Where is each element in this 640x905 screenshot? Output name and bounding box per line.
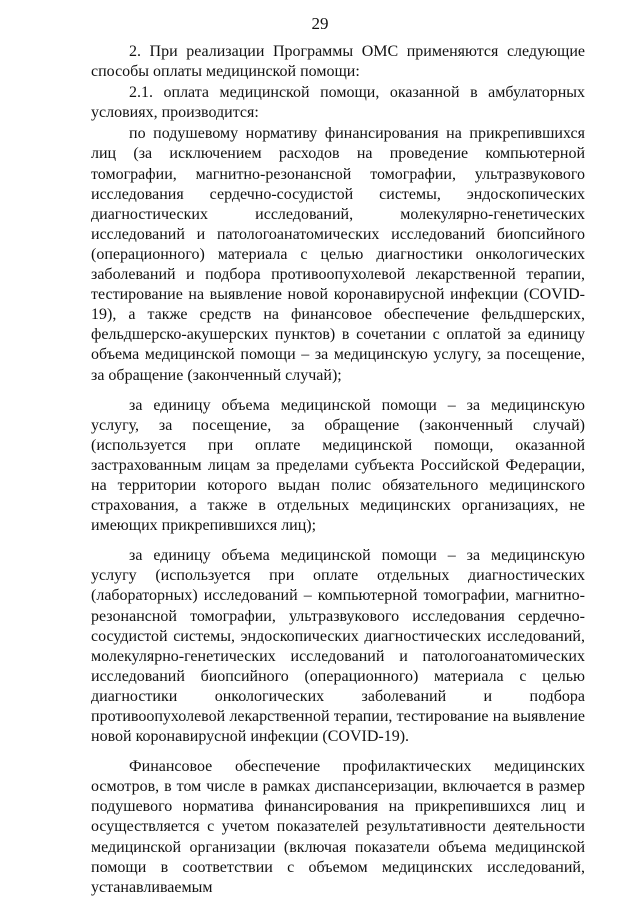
paragraph-unit-of-volume: за единицу объема медицинской помощи – за медицинскую услугу, за посещение, за обращение (законченный случай) (используется при оплате медицинской помощи, оказанной застрахованным лицам за пределами субъекта Российской Федерации, на территории которого выдан полис обязательного медицинского страхования, а также в отдельных медицинских организациях, не имеющих прикрепившихся лиц); (91, 396, 585, 535)
page-number: 29 (311, 14, 329, 33)
paragraph-per-capita-standard: по подушевому нормативу финансирования на прикрепившихся лиц (за исключением расходов на проведение компьютерной томографии, магнитно-резонансной томографии, ультразвукового исследования сердечно-сосудистой системы, эндоскопических диагностических исследований, молекулярно-генетических исследований и патологоанатомических исследований биопсийного (операционного) материала с целью диагностики онкологических заболеваний и подбора противоопухолевой лекарственной терапии, тестирование на выявление новой коронавирусной инфекции (COVID-19), а также средств на финансовое обеспечение фельдшерских, фельдшерско-акушерских пунктов) в сочетании с оплатой за единицу объема медицинской помощи – за медицинскую услугу, за посещение, за обращение (законченный случай); (91, 125, 585, 384)
paragraph-payment-methods: 2. При реализации Программы ОМС применяются следующие способы оплаты медицинской помощи: (91, 43, 585, 81)
document-body (91, 42, 585, 898)
paragraph-medical-service: за единицу объема медицинской помощи – за медицинскую услугу (используется при оплате отдельных диагностических (лабораторных) исследований – компьютерной томографии, магнитно-резонансной томографии, ультразвукового исследования сердечно-сосудистой системы, эндоскопических диагностических исследований, молекулярно-генетических исследований и патологоанатомических исследований биопсийного (операционного) материала с целью диагностики онкологических заболеваний и подбора противоопухолевой лекарственной терапии, тестирование на выявление новой коронавирусной инфекции (COVID-19). (91, 547, 585, 746)
paragraph-outpatient-payment: 2.1. оплата медицинской помощи, оказанной в амбулаторных условиях, производится: (91, 84, 585, 122)
paragraph-preventive-exams: Финансовое обеспечение профилактических медицинских осмотров, в том числе в рамках диспансеризации, включается в размер подушевого норматива финансирования на прикрепившихся лиц и осуществляется с учетом показателей результативности деятельности медицинской организации (включая показатели объема медицинской помощи в соответствии с объемом медицинских исследований, устанавливаемым (91, 758, 585, 896)
